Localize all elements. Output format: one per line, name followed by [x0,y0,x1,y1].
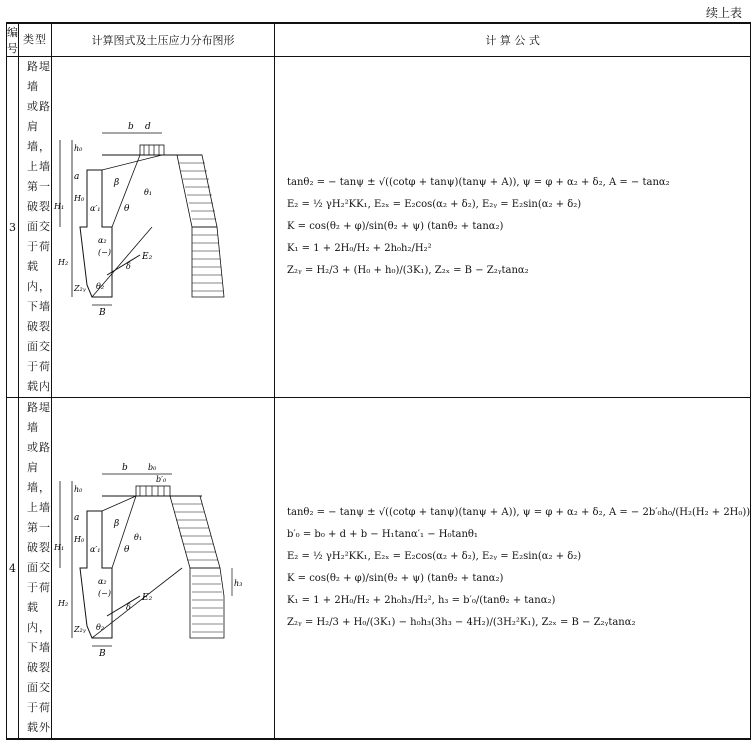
fig-label: h₃ [234,579,243,588]
table-row [7,57,751,398]
type-line: 面交于荷 [27,681,51,714]
pressure-lower-hatch [192,576,223,632]
fig-label: b′₀ [156,475,167,484]
pressure-lower [192,227,224,297]
fig-label: d [145,122,151,132]
type-line: 下墙破裂 [27,641,51,674]
table-row [7,398,751,740]
fig-label: E₂ [142,593,153,603]
fig-label: δ [126,262,131,271]
load-arrows [140,486,164,496]
fig-label: B [99,308,106,318]
fig-label: β [114,178,120,188]
type-line: 下墙破裂 [27,300,51,333]
formula-line: E₂ = ½ γH₂²KK₁, E₂ₓ = E₂cos(α₂ + δ₂), E₂ᵧ = E₂sin(α₂ + δ₂) [287,199,582,210]
type-line: 或路肩墙， [27,100,51,153]
fig-label: b [122,463,128,473]
fig-label: β [114,519,120,529]
fig-label: (−) [98,248,111,257]
formula-line: Z₂ᵧ = H₂/3 + (H₀ + h₀)/(3K₁), Z₂ₓ = B − Z₂ᵧtanα₂ [287,265,529,276]
continued-label: 续上表 [705,6,742,20]
fig-label: (−) [98,589,111,598]
fig-label: H₀ [74,535,85,544]
fig-label: θ [124,204,130,214]
fig-label: B [99,649,106,659]
type-line: 破裂面交 [27,541,51,574]
fig-label: Z₂ᵧ [74,625,86,634]
formula-line: b′₀ = b₀ + d + b − H₁tanα′₁ − H₀tanθ₁ [287,529,478,540]
row-figure [52,398,275,740]
fig-label: H₁ [54,202,65,211]
row-number: 3 [7,57,19,398]
pressure-upper-hatch [172,504,218,560]
fig-label: a [74,513,80,523]
header-figure: 计算图式及土压应力分布图形 [52,23,275,57]
formula-line: K = cos(θ₂ + φ)/sin(θ₂ + ψ) (tanθ₂ + tanα₂) [287,573,504,584]
formula-line: Z₂ᵧ = H₂/3 + H₀/(3K₁) − h₀h₃(3h₃ − 4H₂)/(3H₂²K₁), Z₂ₓ = B − Z₂ᵧtanα₂ [287,617,636,628]
type-line: 于荷载内， [27,240,51,293]
fig-label: b₀ [148,463,157,472]
formula-line: K = cos(θ₂ + φ)/sin(θ₂ + ψ) (tanθ₂ + tanα₂) [287,221,504,232]
row-type [19,57,52,398]
fig-label: b [128,122,134,132]
fig-label: δ [126,603,131,612]
pressure-lower [190,568,224,638]
fig-label: Z₂ᵧ [74,284,86,293]
header-type: 类型 [19,23,52,57]
formula-line: tanθ₂ = − tanψ ± √((cotφ + tanψ)(tanψ + A)), ψ = φ + α₂ + δ₂, A = − 2b′₀h₀/(H₂(H₂ + 2H₀)) [287,507,751,518]
row-type [19,398,52,740]
formula-line: K₁ = 1 + 2H₀/H₂ + 2h₀h₂/H₂² [287,243,432,254]
pressure-upper [177,155,217,227]
fig-label: θ₂ [96,623,105,632]
type-line: 或路肩墙， [27,441,51,494]
fig-label: h₀ [74,485,83,494]
rupture-plane-1 [102,155,162,170]
type-line: 于荷载内， [27,581,51,634]
wall-pressure-diagram [52,115,274,335]
pressure-upper [170,496,220,568]
type-line: 载外 [27,721,51,734]
fig-label: H₀ [74,194,85,203]
header-row [7,23,751,57]
type-line: 上墙第一 [27,160,51,193]
row-number: 4 [7,398,19,740]
fig-label: E₂ [142,252,153,262]
row-formulas [275,398,751,740]
fig-label: θ [124,545,130,555]
formula-table [6,22,751,740]
type-line: 路堤墙 [27,401,51,434]
formula-line: tanθ₂ = − tanψ ± √((cotφ + tanψ)(tanψ + A)), ψ = φ + α₂ + δ₂, A = − tanα₂ [287,177,670,188]
fig-label: H₂ [58,599,69,608]
rupture-plane-1 [102,496,136,511]
header-formula: 计 算 公 式 [275,23,751,57]
fig-label: θ₁ [134,533,143,542]
formula-line: E₂ = ½ γH₂²KK₁, E₂ₓ = E₂cos(α₂ + δ₂), E₂ᵧ = E₂sin(α₂ + δ₂) [287,551,582,562]
fig-label: H₁ [54,543,65,552]
load-strip [140,145,164,155]
fig-label: θ₁ [144,188,153,197]
fig-label: h₀ [74,144,83,153]
header-no: 编号 [7,23,19,57]
rupture-plane-2 [112,496,136,568]
retaining-wall [80,170,112,297]
fig-label: θ₂ [96,282,105,291]
row-figure [52,57,275,398]
retaining-wall [80,511,112,638]
fig-label: α′₁ [90,204,101,213]
fig-label: α₂ [98,236,107,245]
formula-line: K₁ = 1 + 2H₀/H₂ + 2h₀h₃/H₂², h₃ = b′₀/(tanθ₂ + tanα₂) [287,595,556,606]
wall-pressure-diagram [52,456,274,676]
fig-label: H₂ [58,258,69,267]
row-formulas [275,57,751,398]
type-line: 载内 [27,380,51,393]
fig-label: a [74,172,80,182]
type-line: 破裂面交 [27,200,51,233]
rupture-plane-2 [112,155,140,227]
type-line: 上墙第一 [27,501,51,534]
load-arrows [144,145,159,155]
type-line: 面交于荷 [27,340,51,373]
load-strip [136,486,170,496]
fig-label: α₂ [98,577,107,586]
type-line: 路堤墙 [27,60,51,93]
fig-label: α′₁ [90,545,101,554]
